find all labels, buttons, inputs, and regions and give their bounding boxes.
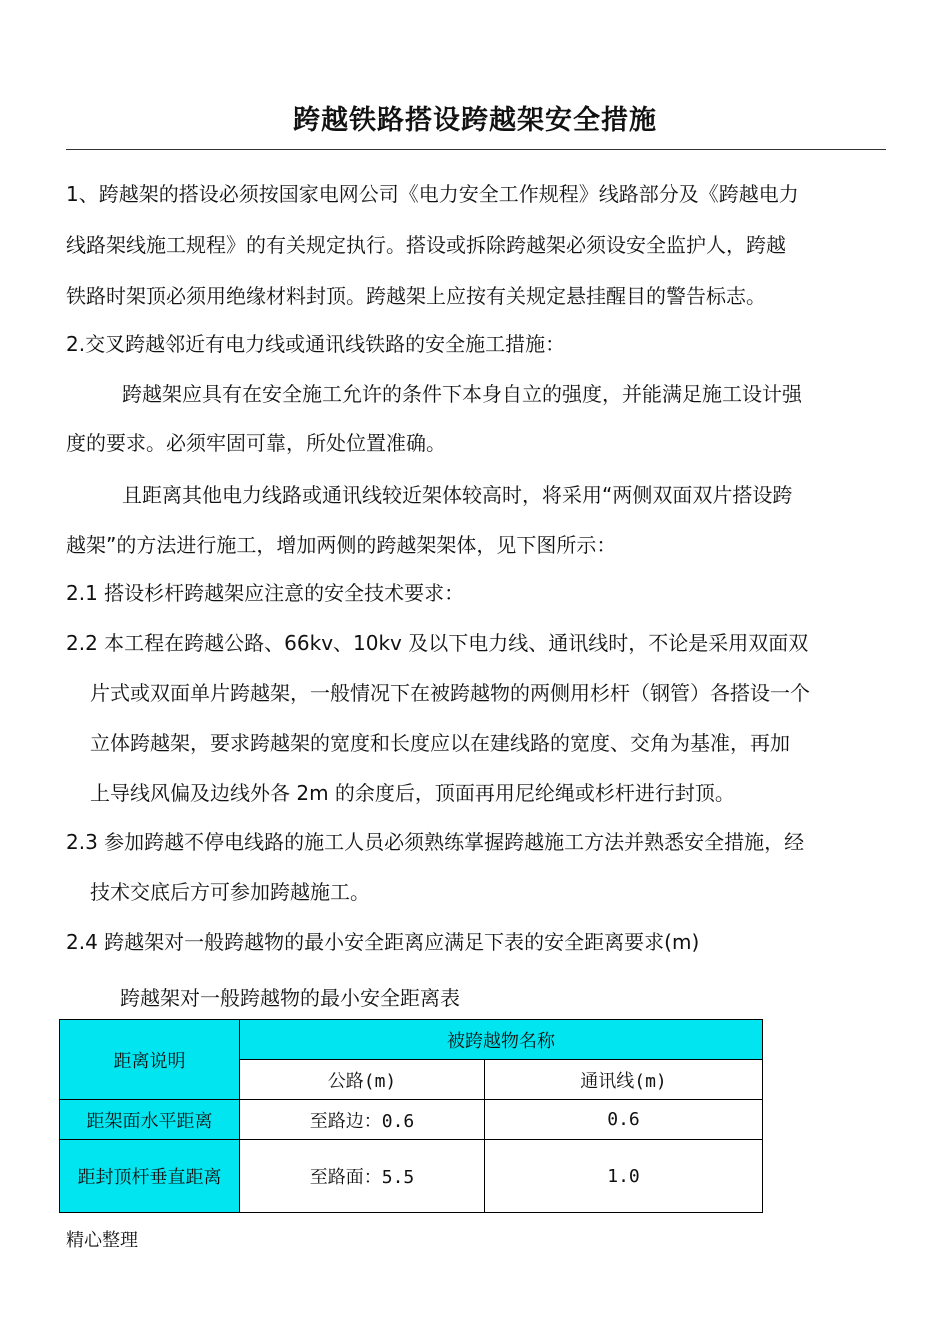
- table-col-header-comm: 通讯线(m): [485, 1060, 763, 1100]
- table-header-label: 距离说明: [60, 1020, 240, 1100]
- body-line: 度的要求。必须牢固可靠，所处位置准确。: [66, 431, 446, 455]
- body-line: 立体跨越架，要求跨越架的宽度和长度应以在建线路的宽度、交角为基准，再加: [90, 731, 790, 755]
- table-row: [60, 1100, 763, 1140]
- body-line: 1、跨越架的搭设必须按国家电网公司《电力安全工作规程》线路部分及《跨越电力: [66, 182, 799, 206]
- distance-table: [59, 1019, 763, 1213]
- body-line: 2.2 本工程在跨越公路、66kv、10kv 及以下电力线、通讯线时，不论是采用双面双: [66, 631, 809, 655]
- table-caption: 跨越架对一般跨越物的最小安全距离表: [120, 986, 460, 1010]
- body-line: 2.3 参加跨越不停电线路的施工人员必须熟练掌握跨越施工方法并熟悉安全措施，经: [66, 830, 805, 854]
- section-heading: 2.1 搭设杉杆跨越架应注意的安全技术要求：: [66, 581, 465, 605]
- body-line: 上导线风偏及边线外各 2m 的余度后，顶面再用尼纶绳或杉杆进行封顶。: [90, 781, 735, 805]
- section-heading: 2.交叉跨越邻近有电力线或通讯线铁路的安全施工措施：: [66, 332, 566, 356]
- table-row: [60, 1140, 763, 1213]
- body-line: 越架”的方法进行施工，增加两侧的跨越架架体，见下图所示：: [66, 533, 617, 557]
- table-col-header-road: 公路(m): [240, 1060, 485, 1100]
- table-group-header: 被跨越物名称: [240, 1020, 763, 1060]
- body-line: 技术交底后方可参加跨越施工。: [90, 880, 370, 904]
- body-line: 跨越架应具有在安全施工允许的条件下本身自立的强度，并能满足施工设计强: [122, 382, 802, 406]
- table-cell: 至路面：5.5: [240, 1140, 485, 1213]
- title-divider: [66, 149, 886, 150]
- table-row-label: 距架面水平距离: [60, 1100, 240, 1140]
- body-line: 线路架线施工规程》的有关规定执行。搭设或拆除跨越架必须设安全监护人，跨越: [66, 233, 786, 257]
- footer-note: 精心整理: [66, 1230, 138, 1251]
- body-line: 片式或双面单片跨越架，一般情况下在被跨越物的两侧用杉杆（钢管）各搭设一个: [90, 681, 810, 705]
- page-title: 跨越铁路搭设跨越架安全措施: [293, 105, 657, 136]
- table-cell: 至路边：0.6: [240, 1100, 485, 1140]
- table-cell: 1.0: [485, 1140, 763, 1213]
- body-line: 铁路时架顶必须用绝缘材料封顶。跨越架上应按有关规定悬挂醒目的警告标志。: [66, 284, 766, 308]
- table-cell: 0.6: [485, 1100, 763, 1140]
- body-line: 且距离其他电力线路或通讯线较近架体较高时，将采用“两侧双面双片搭设跨: [122, 483, 793, 507]
- table-row-label: 距封顶杆垂直距离: [60, 1140, 240, 1213]
- body-line: 2.4 跨越架对一般跨越物的最小安全距离应满足下表的安全距离要求(m): [66, 930, 700, 954]
